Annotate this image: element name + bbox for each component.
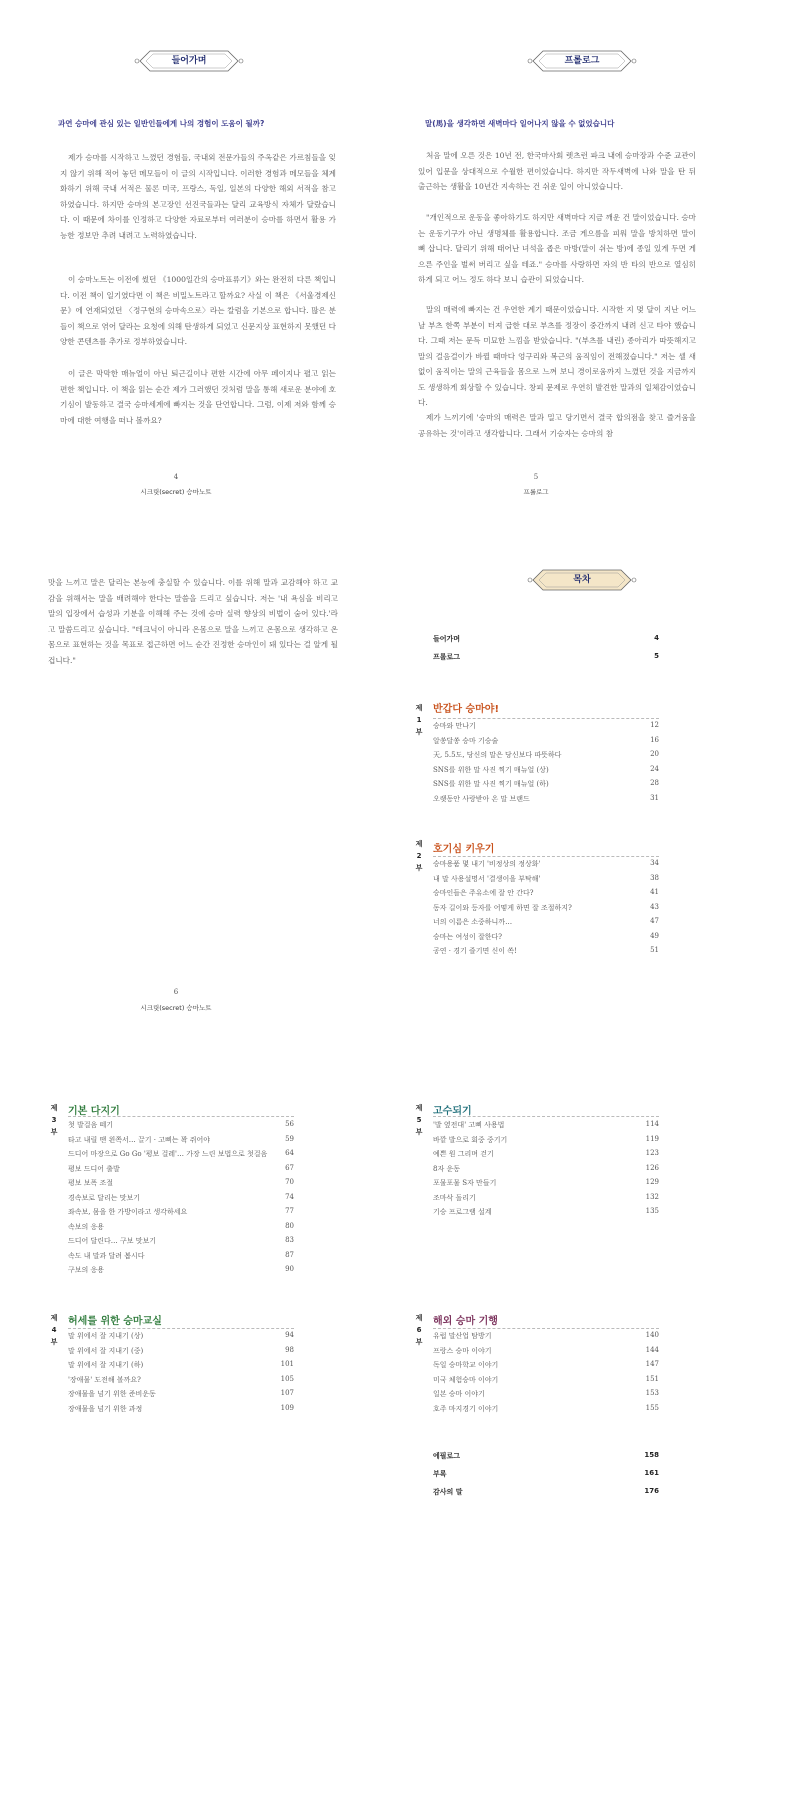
toc-entry-title: 좌속보, 몸을 한 가방이라고 생각하세요 [68,1208,188,1216]
toc-entry-page: 67 [285,1163,294,1172]
toc-entry-page: 147 [645,1360,659,1368]
toc-entry-title: 말 위에서 잘 지내기 (상) [68,1332,144,1340]
toc-entry-title: 독일 승마학교 이야기 [433,1361,499,1369]
page-4 [0,0,405,600]
toc-entry-title: 조마삭 돌리기 [433,1193,476,1202]
part-marker-1: 제 1 부 [415,704,423,736]
toc-entry[interactable] [433,946,659,962]
header-badge-toc [527,562,637,598]
toc-entry-page: 140 [645,1331,659,1339]
divider [433,718,659,719]
toc-entry-page: 90 [285,1265,294,1273]
toc-entry-title: 승마용품 몇 내기 '비정상의 정상화' [433,860,541,868]
badge-label: 들어가며 [171,56,207,66]
toc-entry-page: 16 [650,735,659,744]
part-title[interactable]: 고수되기 [433,1106,472,1117]
toc-entry-page: 98 [285,1345,294,1354]
toc-entry-title: 구보의 응용 [68,1266,105,1274]
part-marker-3: 제 3 부 [50,1104,58,1136]
toc-entry-title: 장애물을 넘기 위한 과정 [68,1404,143,1413]
toc-entry-page: 119 [645,1134,659,1143]
badge-label: 목차 [573,575,591,585]
toc-entry-title: 유럽 말산업 탐방기 [433,1332,492,1340]
badge-label: 프롤로그 [564,56,600,66]
page-number: 4 [173,473,179,481]
toc-entry-title: 감사의 말 [433,1488,463,1496]
toc-entry-page: 132 [645,1192,659,1201]
toc-entry-title: 동자 길이와 등자를 어떻게 하면 잘 조절하지? [433,903,572,912]
toc-entry-title: 공연 · 경기 즐기면 신이 쏙! [433,947,517,955]
toc-entry-page: 41 [650,888,659,896]
toc-entry-title: 타고 내릴 땐 왼쪽서… 끌기 · 고삐는 꽉 쥐어야 [68,1135,210,1144]
toc-entry-title: 장애물을 넘기 위한 준비운동 [68,1390,156,1398]
toc-entry-title: 예쁜 원 그리며 걷기 [433,1150,494,1158]
toc-entry-page: 161 [644,1469,659,1477]
toc-entry[interactable] [433,1487,659,1503]
toc-entry-title: 드디어 마장으로 Go Go '평보 걸레'… 가장 느린 보법으로 첫걸음 [68,1150,268,1158]
toc-entry-page: 64 [285,1149,294,1157]
toc-entry-page: 144 [645,1345,659,1354]
toc-entry-title: 승마와 만나기 [433,722,476,730]
part-title[interactable]: 해외 승마 기행 [433,1316,498,1327]
toc-entry-title: 알쏭달쏭 승마 기승술 [433,736,499,745]
toc-entry-title: 속도 내 말과 달려 봅시다 [68,1251,145,1260]
toc-entry[interactable] [433,1207,659,1223]
part-title[interactable]: 허세를 위한 승마교실 [68,1316,162,1327]
toc-entry-page: 87 [285,1250,294,1259]
divider [433,1328,659,1329]
toc-entry-page: 107 [280,1389,294,1397]
toc-entry-title: 승마는 여성이 잘한다? [433,932,503,941]
toc-entry-title: 경속보로 달리는 맛보기 [68,1193,141,1202]
paragraph: 이 승마노트는 이전에 썼던 《1000일간의 승마표류기》와는 완전히 다른 책입니다. 이전 책이 일기였다면 이 책은 비밀노트라고 할까요? 사실 이 책은 《서울경제신문》에 연재되었던 〈정구현의 승마속으로〉라는 칼럼을 기본으로 합니다. 많은 분들이 책으로 엮어 달라는 요청에 의해 탄생하게 되었고 신문지상 표현하지 못했던 다양한 콘텐츠를 추가로 정부하였습니다. [60,275,336,346]
toc-entry-page: 105 [280,1374,294,1383]
toc-entry-title: 프랑스 승마 이야기 [433,1346,492,1355]
toc-entry-title: 미국 체험승마 이야기 [433,1375,499,1384]
part-title[interactable]: 호기심 키우기 [433,844,495,855]
toc-entry-page: 28 [650,779,659,787]
page-number: 6 [173,988,179,996]
toc-entry-page: 114 [645,1120,659,1128]
toc-entry-page: 47 [650,917,659,925]
toc-entry-page: 31 [650,793,659,802]
toc-entry-page: 123 [645,1149,659,1157]
part-marker-4: 제 4 부 [50,1314,58,1346]
paragraph: 말의 매력에 빠지는 건 우연한 계기 때문이었습니다. 시작한 지 몇 달이 지난 어느 날 부츠 한쪽 부분이 터져 급한 대로 부츠를 정장이 중간까지 내려 신고 타야 했습니다. 그때 저는 문득 미묘한 느낌을 받았습니다. "(부츠를 내린) 종아리가 따뜻해지고 말의 걸음걸이가 바뀔 때마다 엉구리와 복근의 움직임이 전해졌습니다." 저는 셀 새 없이 움직이는 말의 근육들을 몸으로 느껴 보니 경이로움까지 느꼈던 것을 지금까지도 생생하게 회상할 수 있습니다. 창피 문제로 우연히 발견한 말과의 일체감이었습니다. [418,305,696,407]
toc-entry-page: 109 [280,1403,294,1412]
toc-entry-page: 43 [650,902,659,911]
toc-entry[interactable] [433,794,659,810]
toc-entry-page: 158 [644,1451,659,1459]
header-badge-intro [134,43,244,79]
paragraph: 이 글은 막막한 매뉴얼이 아닌 퇴근길이나 편한 시간에 아무 페이지나 펼고 읽는 편한 책입니다. 이 책을 읽는 순간 제가 그러했던 것처럼 말을 통해 새로운 분야에 호기심이 발동하고 결국 승마세계에 빠지는 것을 단언합니다. 그럼, 이제 저와 함께 승마에 대한 여행을 떠나 볼까요? [60,369,336,425]
toc-entry[interactable] [68,1265,294,1281]
toc-entry[interactable]: 들어가며 4 [433,634,659,643]
toc-entry-title: 첫 발걸음 떼기 [68,1121,114,1129]
toc-entry[interactable] [68,1404,294,1420]
toc-entry-page: 77 [285,1207,294,1215]
toc-entry-page: 129 [645,1178,659,1186]
toc-entry-page: 101 [280,1360,294,1368]
part-marker-6: 제 6 부 [415,1314,423,1346]
part-marker-2: 제 2 부 [415,840,423,872]
toc-entry-page: 151 [645,1374,659,1383]
toc-entry-page: 80 [285,1221,294,1230]
toc-entry-page: 74 [285,1192,294,1201]
page-6 [0,578,405,1200]
toc-entry-page: 83 [285,1236,294,1244]
toc-entry-title: 승마인들은 주유소에 잘 안 간다? [433,889,534,897]
toc-entry-page: 49 [650,931,659,940]
toc-entry-title: 평보 드디어 출발 [68,1164,120,1173]
toc-entry-page: 20 [650,750,659,758]
running-footer: 시크릿(secret) 승마노트 [140,1004,212,1012]
toc-entry[interactable] [433,1451,659,1467]
toc-entry-title: 호주 마지경기 이야기 [433,1404,499,1413]
toc-entry-page: 135 [645,1207,659,1215]
toc-page-2 [0,1104,405,1800]
part-title[interactable]: 반갑다 승마야! [433,704,500,715]
lead-question: 과연 승마에 관심 있는 일반인들에게 나의 경험이 도움이 될까? [58,119,265,128]
page-5 [405,0,810,600]
toc-page-3 [405,1104,810,1800]
paragraph: 제가 느끼기에 '승마의 매력은 말과 밀고 당기면서 결국 합의점을 찾고 즐거움을 공유하는 것'이라고 생각합니다. 그래서 기승자는 승마의 참 [418,413,696,438]
part-title[interactable]: 기본 다지기 [68,1106,120,1117]
toc-entry-page: 12 [650,721,659,729]
paragraph: 제가 승마를 시작하고 느꼈던 경험들, 국내외 전문가들의 주옥같은 가르침들을 잊지 않기 위해 적어 놓던 메모들이 이 글의 시작입니다. 이러한 경험과 메모들을 체계화하기 위해 국내 서적은 물론 미국, 프랑스, 독일, 일본의 다양한 해외 서적을 참고하였습니다. 하지만 승마의 본고장인 선진국들과는 달리 교육방식 자체가 달랐습니다. 이 때문에 차이를 인정하고 다양한 자료로부터 여러분이 승마를 하면서 활용 가능한 정보만 추려 내려고 노력하였습니다. [60,153,336,240]
toc-entry-title: 8자 운동 [433,1164,460,1173]
toc-entry-title: SNS를 위한 말 사진 찍기 매뉴얼 (상) [433,765,549,774]
running-footer: 프롤로그 [523,488,549,496]
paragraph: "개인적으로 운동을 좋아하기도 하지만 새벽마다 지금 깨운 건 말이었습니다. 승마는 운동기구가 아닌 생명체를 활용합니다. 조금 게으름을 피워 말을 방치하면 말이 뼈 삽니다. 달리기 위해 태어난 녀석을 좁은 마방(말이 쉬는 방)에 종일 있게 두면 게으른 주인을 벌써 버리고 싶을 테죠." 승마를 사랑하면 자의 반 타의 반으로 열심히 하게 되고 어느 정도 하다 보니 습관이 되었습니다. [418,213,696,284]
divider [68,1328,294,1329]
divider [68,1116,294,1117]
toc-entry-page: 59 [285,1134,294,1143]
divider [433,1116,659,1117]
running-footer: 시크릿(secret) 승마노트 [140,488,212,496]
toc-entry-page: 24 [650,764,659,773]
divider [433,856,659,857]
header-badge-prologue [527,43,637,79]
toc-entry-title: 말 위에서 잘 지내기 (하) [68,1361,144,1369]
paragraph: 처음 말에 오른 것은 10년 전, 한국마사회 렛츠런 파크 내에 승마장과 수준 교관이 있어 입문을 상대적으로 수월한 편이었습니다. 하지만 작두새벽에 나와 말을 탄 뒤 출근하는 생활을 10년간 지속하는 건 쉬운 일이 아니었습니다. [418,151,696,191]
part-marker-5: 제 5 부 [415,1104,423,1136]
toc-entry-title: 평보 보폭 조절 [68,1179,114,1187]
toc-entry-page: 94 [285,1331,294,1339]
lead-line: 말(馬)을 생각하면 새벽마다 일어나지 않을 수 없었습니다 [425,119,615,128]
toc-entry-title: 기승 프로그램 설계 [433,1208,492,1216]
toc-entry-title: 부록 [433,1470,447,1478]
toc-entry-page: 34 [650,859,659,867]
toc-entry-title: 포물포물 S자 만들기 [433,1179,497,1187]
toc-entry-page: 70 [285,1178,294,1186]
toc-entry-page: 126 [645,1163,659,1172]
toc-entry-page: 153 [645,1389,659,1397]
toc-entry-title: 바깥 발으로 회중 중기기 [433,1135,508,1144]
toc-entry-title: 드디어 달린다… 구보 맛보기 [68,1237,157,1245]
toc-entry-title: 너의 이름은 소중하니까… [433,918,513,926]
toc-entry-title: 오랫동안 사랑받아 온 말 브랜드 [433,794,530,803]
toc-entry[interactable] [433,1469,659,1485]
toc-entry-title: '장애물' 도전해 볼까요? [68,1375,141,1384]
toc-entry-title: 말 위에서 잘 지내기 (중) [68,1346,144,1355]
toc-entry-page: 38 [650,873,659,882]
toc-entry-title: '발 옆전대' 고삐 사용법 [433,1121,505,1129]
toc-entry-page: 51 [650,946,659,954]
toc-entry-page: 56 [285,1120,294,1128]
page-number: 5 [533,473,539,481]
toc-entry-title: 天, 5.5도, 당신의 말은 당신보다 따뜻하다 [433,751,562,759]
toc-entry-page: 176 [644,1487,659,1495]
toc-entry-title: 일본 승마 이야기 [433,1390,485,1398]
paragraph: 맛을 느끼고 말은 달리는 본능에 충실할 수 있습니다. 이를 위해 말과 교감해야 하고 교감을 위해서는 말을 배려해야 한다는 말씀을 드리고 싶습니다. 저는 '내 욕심을 비리고 말의 입장에서 습성과 기분을 이해해 주는 것에 승마 실력 향상의 비법이 숨어 있다.'라고 말씀드리고 싶습니다. "테크닉이 아니라 온몸으로 말을 느끼고 온몸으로 생각하고 온몸으로 표현하는 것을 목표로 접근하면 어느 순간 진정한 승마인이 돼 있다는 걸 알게 될 겁니다." [48,578,338,665]
toc-entry[interactable]: 프롤로그 5 [433,652,659,661]
toc-entry-page: 155 [645,1403,659,1412]
toc-entry-title: 속보의 응용 [68,1222,105,1231]
toc-entry-title: 내 말 사용설명서 '결생이을 부탁해' [433,874,541,883]
toc-entry[interactable] [433,1404,659,1420]
toc-entry-title: 에필로그 [433,1452,461,1460]
toc-entry-title: SNS를 위한 말 사진 찍기 매뉴얼 (하) [433,780,549,788]
